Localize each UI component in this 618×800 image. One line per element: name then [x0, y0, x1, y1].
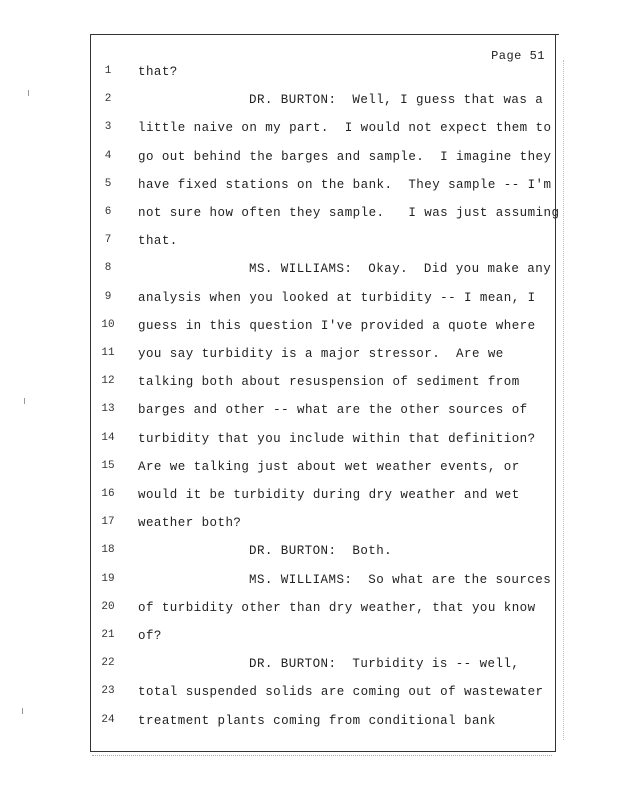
- transcript-line: [91, 601, 555, 629]
- transcript-line: [91, 685, 555, 713]
- scan-speck: [22, 708, 23, 714]
- line-number: 13: [101, 403, 115, 416]
- line-text: you say turbidity is a major stressor. Are we: [138, 347, 504, 361]
- transcript-line: [91, 347, 555, 375]
- line-text: Are we talking just about wet weather events, or: [138, 459, 520, 474]
- transcript-line: [91, 121, 555, 149]
- line-number: 2: [104, 93, 112, 106]
- transcript-line: [91, 178, 555, 206]
- scan-edge-marks: [563, 60, 565, 740]
- line-text: of turbidity other than dry weather, that you know: [138, 600, 536, 615]
- line-text: have fixed stations on the bank. They sample -- I'm: [138, 177, 552, 192]
- line-text: little naive on my part. I would not expect them to: [138, 121, 552, 136]
- line-number: 21: [101, 629, 115, 641]
- line-text: total suspended solids are coming out of wastewater: [138, 685, 544, 700]
- line-text: of?: [138, 629, 162, 643]
- transcript-line: [91, 516, 555, 544]
- transcript-line: [91, 544, 555, 572]
- line-number: 4: [104, 149, 112, 162]
- line-number: 14: [101, 431, 115, 444]
- line-number: 6: [104, 206, 112, 218]
- line-text: MS. WILLIAMS: Okay. Did you make any: [249, 262, 552, 277]
- line-number: 18: [101, 544, 115, 557]
- line-text: guess in this question I've provided a quote where: [138, 318, 536, 333]
- line-text: treatment plants coming from conditional bank: [138, 713, 496, 728]
- transcript-line: [91, 657, 555, 685]
- line-number: 23: [101, 685, 115, 698]
- transcript-page: [90, 34, 560, 752]
- line-number: 12: [101, 375, 115, 388]
- transcript-line: [91, 460, 555, 488]
- line-text: would it be turbidity during dry weather and wet: [138, 488, 520, 502]
- transcript-line: [91, 234, 555, 262]
- line-number: 3: [104, 121, 112, 134]
- transcript-line: [91, 291, 555, 319]
- transcript-line: [91, 714, 555, 742]
- line-number: 20: [101, 600, 115, 613]
- line-number: 7: [104, 234, 112, 247]
- line-number: 9: [104, 290, 112, 303]
- line-text: analysis when you looked at turbidity -- I mean, I: [138, 290, 536, 305]
- line-number: 1: [104, 65, 112, 77]
- transcript-line: [91, 206, 560, 234]
- line-number: 17: [101, 516, 115, 529]
- line-text: go out behind the barges and sample. I imagine they: [138, 149, 552, 164]
- line-text: not sure how often they sample. I was just assuming: [138, 206, 560, 220]
- scan-speck: [24, 398, 25, 404]
- transcript-line: [91, 150, 555, 178]
- scan-speck: [28, 90, 29, 96]
- transcript-line: [91, 432, 555, 460]
- transcript-line: [91, 488, 555, 516]
- transcript-line: [91, 629, 555, 657]
- line-text: DR. BURTON: Well, I guess that was a: [249, 93, 544, 108]
- transcript-line: [91, 65, 555, 93]
- line-number: 15: [101, 459, 115, 472]
- line-text: DR. BURTON: Both.: [249, 544, 393, 559]
- transcript-line: [91, 573, 555, 601]
- line-text: weather both?: [138, 516, 242, 531]
- line-number: 22: [101, 657, 115, 670]
- line-text: turbidity that you include within that definition?: [138, 431, 536, 446]
- transcript-line: [91, 262, 555, 290]
- line-number: 24: [101, 713, 115, 726]
- scan-footer-rule: [92, 755, 552, 756]
- line-text: DR. BURTON: Turbidity is -- well,: [249, 657, 520, 672]
- line-text: talking both about resuspension of sediment from: [138, 375, 520, 390]
- line-number: 5: [104, 177, 112, 190]
- transcript-line: [91, 319, 555, 347]
- line-text: that?: [138, 65, 178, 79]
- line-number: 8: [104, 262, 112, 275]
- line-text: MS. WILLIAMS: So what are the sources: [249, 572, 552, 587]
- transcript-line: [91, 403, 555, 431]
- line-text: barges and other -- what are the other sources of: [138, 403, 528, 418]
- line-number: 19: [101, 572, 115, 585]
- line-number: 10: [101, 318, 115, 331]
- line-number: 11: [101, 347, 115, 359]
- line-text: that.: [138, 234, 178, 249]
- page-number: Page 51: [491, 49, 545, 63]
- transcript-line: [91, 93, 555, 121]
- line-number: 16: [101, 488, 115, 500]
- transcript-line: [91, 375, 555, 403]
